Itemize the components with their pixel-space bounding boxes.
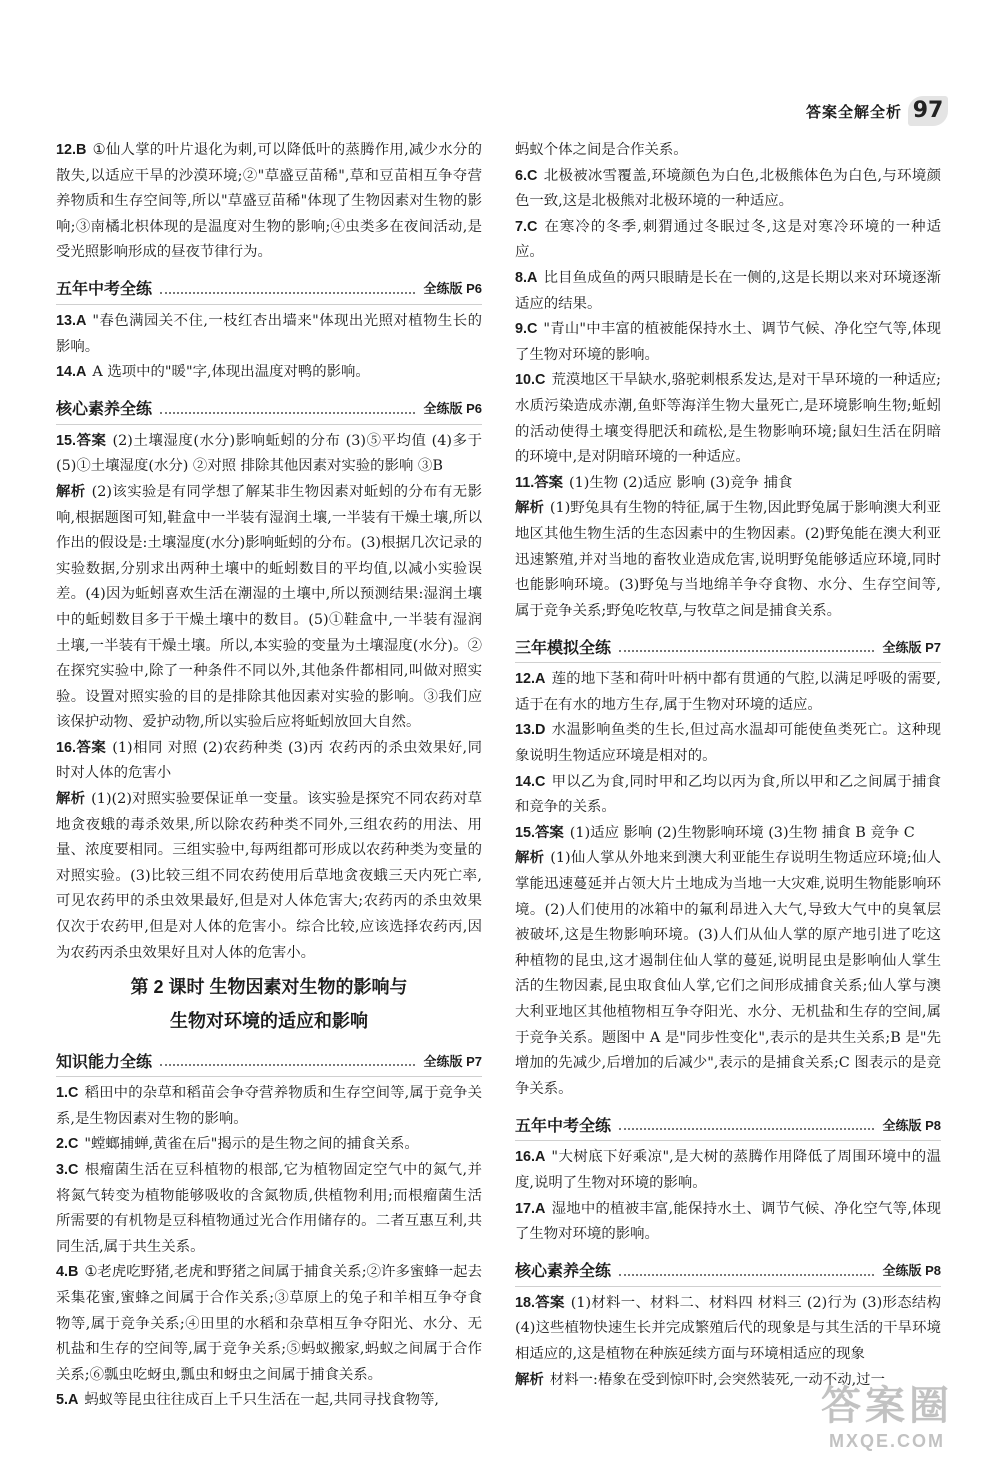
- answer-entry: [56, 1158, 482, 1260]
- answer-text: 稻田中的杂草和稻苗会争夺营养物质和生存空间等,属于竞争关系,是生物因素对生物的影响。: [56, 1085, 482, 1127]
- lesson-title-line2: 生物对环境的适应和影响: [170, 1011, 368, 1032]
- answer-text: "春色满园关不住,一枝红杏出墙来"体现出光照对植物生长的影响。: [56, 312, 482, 355]
- section-ref: 全练版 P6: [423, 281, 482, 297]
- watermark-url: MXQE.COM: [828, 1431, 945, 1451]
- dotted-leader: [619, 640, 874, 652]
- question-number: 4.B: [56, 1264, 79, 1281]
- answer-entry: [515, 770, 941, 821]
- answer-text: (1)相同 对照 (2)农药种类 (3)丙 农药丙的杀虫效果好,同时对人体的危害小: [56, 739, 482, 782]
- question-number: 18.答案: [515, 1294, 565, 1311]
- answer-entry: [56, 1132, 482, 1158]
- question-number: 15.答案: [515, 824, 564, 841]
- answer-text: 蚂蚁个体之间是合作关系。: [515, 142, 688, 158]
- answer-entry: [56, 138, 482, 266]
- answer-text: ①老虎吃野猪,老虎和野猪之间属于捕食关系;②许多蜜蜂一起去采集花蜜,蜜蜂之间属于合作关系;③草原上的兔子和羊相互争夺食物等,属于竞争关系;④田里的水稻和杂草相互争夺阳光、水分、无机盐和生存的空间等,属于竞争关系;⑤蚂蚁搬家,蚂蚁之间属于合作关系;⑥瓢虫吃蚜虫,瓢虫和蚜虫之间属于捕食关系。: [56, 1264, 482, 1383]
- analysis-tag: 解析: [515, 1371, 544, 1388]
- dotted-leader: [160, 282, 415, 294]
- question-number: 3.C: [56, 1162, 79, 1178]
- answer-text: 根瘤菌生活在豆科植物的根部,它为植物固定空气中的氮气,并将氮气转变为植物能够吸收的含氮物质,供植物利用;而根瘤菌生活所需要的有机物是豆科植物通过光合作用储存的。二者互惠互利,共同生活,属于共生关系。: [56, 1162, 482, 1255]
- question-number: 7.C: [515, 218, 538, 235]
- question-number: 11.答案: [515, 474, 563, 491]
- analysis-text: (1)(2)对照实验要保证单一变量。该实验是探究不同农药对草地贪夜蛾的毒杀效果,所以除农药种类不同外,三组农药的用法、用量、浓度要相同。三组实验中,每两组都可形成以农药种类为变量的对照实验。(3)比较三组不同农药使用后草地贪夜蛾三天内死亡率,可见农药甲的杀虫效果最好,但是对人体危害大;农药丙的杀虫效果仅次于农药甲,但是对人体的危害小。综合比较,应该选择农药丙,因为农药丙杀虫效果好且对人体的危害小。: [56, 791, 482, 961]
- watermark-logo-text: 答案圈: [821, 1384, 953, 1428]
- analysis-entry: [56, 480, 482, 736]
- question-number: 17.A: [515, 1200, 546, 1217]
- answer-entry: [515, 215, 941, 266]
- section-title: 五年中考全练: [56, 281, 153, 299]
- section-header: [515, 1254, 941, 1287]
- answer-entry: [56, 360, 482, 386]
- question-number: 15.答案: [56, 432, 107, 449]
- lesson-title: [56, 970, 482, 1038]
- analysis-text: (2)该实验是有同学想了解某非生物因素对蚯蚓的分布有无影响,根据题图可知,鞋盒中一半装有湿润土壤,一半装有干燥土壤,所以作出的假设是:土壤湿度(水分)影响蚯蚓的分布。(3)根据几次记录的实验数据,分别求出两种土壤中的蚯蚓数目的平均值,以减小实验误差。(4)因为蚯蚓喜欢生活在潮湿的土壤中,所以预测结果:湿润土壤中的蚯蚓数目多于干燥土壤中的数目。(5)①鞋盒中,一半装有湿润土壤,一半装有干燥土壤。所以,本实验的变量为土壤湿度(水分)。②在探究实验中,除了一种条件不同以外,其他条件都相同,叫做对照实验。设置对照实验的目的是排除其他因素对实验的影响。③我们应该保护动物、爱护动物,所以实验后应将蚯蚓放回大自然。: [56, 483, 482, 731]
- left-column: [56, 138, 482, 1414]
- answer-text: A 选项中的"暖"字,体现出温度对鸭的影响。: [92, 364, 370, 381]
- question-number: 5.A: [56, 1392, 79, 1409]
- question-number: 13.D: [515, 722, 546, 739]
- page-number: 97: [908, 96, 948, 126]
- answer-text: 比目鱼成鱼的两只眼睛是长在一侧的,这是长期以来对环境逐渐适应的结果。: [515, 269, 941, 312]
- section-title: 五年中考全练: [515, 1117, 612, 1135]
- section-header: [56, 392, 482, 425]
- question-number: 14.C: [515, 773, 546, 790]
- section-header: [515, 1108, 941, 1141]
- answer-text: "青山"中丰富的植被能保持水土、调节气候、净化空气等,体现了生物对环境的影响。: [515, 321, 941, 363]
- analysis-entry: [515, 846, 941, 1102]
- dotted-leader: [619, 1118, 874, 1130]
- answer-text: 蚂蚁等昆虫往往成百上千只生活在一起,共同寻找食物等,: [84, 1392, 439, 1409]
- right-column: [515, 138, 941, 1393]
- answer-text: (1)生物 (2)适应 影响 (3)竞争 捕食: [569, 474, 793, 491]
- answer-text: (2)土壤湿度(水分)影响蚯蚓的分布 (3)⑤平均值 (4)多于 (5)①土壤湿度(水分) ②对照 排除其他因素对实验的影响 ③B: [56, 432, 482, 475]
- answer-text: "螳螂捕蝉,黄雀在后"揭示的是生物之间的捕食关系。: [84, 1136, 419, 1153]
- section-header: [56, 272, 482, 305]
- section-title: 三年模拟全练: [515, 639, 612, 657]
- continued-text: [515, 138, 941, 164]
- answer-entry: [515, 266, 941, 317]
- section-header: [56, 1044, 482, 1077]
- section-ref: 全练版 P6: [423, 401, 482, 417]
- analysis-tag: 解析: [515, 500, 544, 517]
- section-ref: 全练版 P7: [882, 639, 941, 655]
- question-number: 16.A: [515, 1149, 546, 1166]
- analysis-tag: 解析: [515, 850, 545, 867]
- question-number: 10.C: [515, 372, 546, 389]
- analysis-entry: [56, 787, 482, 966]
- answer-entry: [515, 718, 941, 769]
- question-number: 12.A: [515, 671, 546, 688]
- section-title: 核心素养全练: [56, 401, 153, 419]
- answer-entry: [515, 1291, 941, 1368]
- answer-text: 北极被冰雪覆盖,环境颜色为白色,北极熊体色为白色,与环境颜色一致,这是北极熊对北极环境的一种适应。: [515, 167, 941, 210]
- answer-text: (1)材料一、材料二、材料四 材料三 (2)行为 (3)形态结构 (4)这些植物快速生长并完成繁殖后代的现象是与其生活的干旱环境相适应的,这是植物在种族延续方面与环境相适应的现象: [515, 1294, 941, 1362]
- analysis-entry: [515, 496, 941, 624]
- answer-text: "大树底下好乘凉",是大树的蒸腾作用降低了周围环境中的温度,说明了生物对环境的影响。: [515, 1149, 941, 1191]
- answer-text: (1)适应 影响 (2)生物影响环境 (3)生物 捕食 B 竞争 C: [569, 824, 915, 841]
- header-title: 答案全解全析: [805, 102, 902, 121]
- lesson-title-line1: 第 2 课时 生物因素对生物的影响与: [130, 977, 408, 998]
- answer-entry: [56, 1081, 482, 1132]
- dotted-leader: [160, 1054, 415, 1066]
- page-header: [806, 94, 948, 128]
- answer-text: 湿地中的植被丰富,能保持水土、调节气候、净化空气等,体现了生物对环境的影响。: [515, 1200, 941, 1243]
- question-number: 1.C: [56, 1085, 79, 1102]
- answer-entry: [515, 164, 941, 215]
- question-number: 9.C: [515, 321, 538, 338]
- section-ref: 全练版 P7: [423, 1053, 482, 1069]
- question-number: 6.C: [515, 167, 538, 184]
- analysis-text: (1)仙人掌从外地来到澳大利亚能生存说明生物适应环境;仙人掌能迅速蔓延并占领大片土地成为当地一大灾难,说明生物能影响环境。(2)人们使用的冰箱中的氟利昂进入大气,导致大气中的臭氧层被破坏,这是生物影响环境。(3)人们从仙人掌的原产地引进了吃这种植物的昆虫,这才遏制住仙人掌的蔓延,说明昆虫是影响仙人掌生活的生物因素,昆虫取食仙人掌,它们之间形成捕食关系;仙人掌与澳大利亚地区其他植物相互争夺阳光、水分、无机盐和生存的空间,属于竞争关系。题图中 A 是"同步性变化",表示的是共生关系;B 是"先增加的先减少,后增加的后减少",表示的是捕食关系;C 图表示的是竞争关系。: [515, 850, 941, 1097]
- answer-entry: [515, 1197, 941, 1248]
- answer-entry: [515, 317, 941, 368]
- answer-entry: [515, 471, 941, 497]
- answer-text: 莲的地下茎和荷叶叶柄中都有贯通的气腔,以满足呼吸的需要,适于在有水的地方生存,属于生物对环境的适应。: [515, 671, 941, 713]
- question-number: 2.C: [56, 1136, 79, 1153]
- watermark-logo: [802, 1373, 972, 1453]
- question-number: 12.B: [56, 142, 87, 158]
- question-number: 16.答案: [56, 739, 107, 756]
- section-header: [515, 630, 941, 663]
- answer-entry: [56, 309, 482, 360]
- answer-text: 在寒冷的冬季,刺猬通过冬眠过冬,这是对寒冷环境的一种适应。: [515, 218, 941, 261]
- section-title: 核心素养全练: [515, 1263, 612, 1281]
- dotted-leader: [619, 1264, 874, 1276]
- answer-entry: [56, 429, 482, 480]
- answer-entry: [56, 1388, 482, 1414]
- analysis-tag: 解析: [56, 483, 86, 500]
- dotted-leader: [160, 402, 415, 414]
- answer-text: ①仙人掌的叶片退化为刺,可以降低叶的蒸腾作用,减少水分的散失,以适应干旱的沙漠环境;②"草盛豆苗稀",草和豆苗相互争夺营养物质和生存空间等,所以"草盛豆苗稀"体现了生物因素对生物的影响;③南橘北枳体现的是温度对生物的影响;④虫类多在夜间活动,是受光照影响形成的昼夜节律行为。: [56, 142, 482, 261]
- answer-text: 荒漠地区干旱缺水,骆驼刺根系发达,是对干旱环境的一种适应;水质污染造成赤潮,鱼虾等海洋生物大量死亡,是环境影响生物;蚯蚓的活动使得土壤变得肥沃和疏松,是生物影响环境;鼠妇生活在阴暗的环境中,是对阴暗环境的一种适应。: [515, 372, 941, 466]
- question-number: 14.A: [56, 364, 87, 381]
- section-ref: 全练版 P8: [882, 1263, 941, 1279]
- analysis-tag: 解析: [56, 791, 86, 808]
- answer-entry: [515, 368, 941, 470]
- answer-entry: [56, 736, 482, 787]
- answer-entry: [56, 1260, 482, 1388]
- answer-entry: [515, 667, 941, 718]
- answer-text: 水温影响鱼类的生长,但过高水温却可能使鱼类死亡。这种现象说明生物适应环境是相对的。: [515, 722, 941, 765]
- answer-entry: [515, 1145, 941, 1196]
- analysis-text: (1)野兔具有生物的特征,属于生物,因此野兔属于影响澳大利亚地区其他生物生活的生态因素中的生物因素。(2)野兔能在澳大利亚迅速繁殖,并对当地的畜牧业造成危害,说明野兔能够适应环境,同时也能影响环境。(3)野兔与当地绵羊争夺食物、水分、生存空间等,属于竞争关系;野兔吃牧草,与牧草之间是捕食关系。: [515, 500, 941, 619]
- question-number: 13.A: [56, 312, 87, 329]
- answer-text: 甲以乙为食,同时甲和乙均以丙为食,所以甲和乙之间属于捕食和竞争的关系。: [515, 773, 941, 816]
- section-ref: 全练版 P8: [882, 1117, 941, 1133]
- analysis-text: 材料一:椿象在受到惊吓时,会突然装死,一动不动,过一: [549, 1371, 885, 1388]
- answer-entry: [515, 821, 941, 847]
- section-title: 知识能力全练: [56, 1053, 153, 1071]
- question-number: 8.A: [515, 269, 538, 286]
